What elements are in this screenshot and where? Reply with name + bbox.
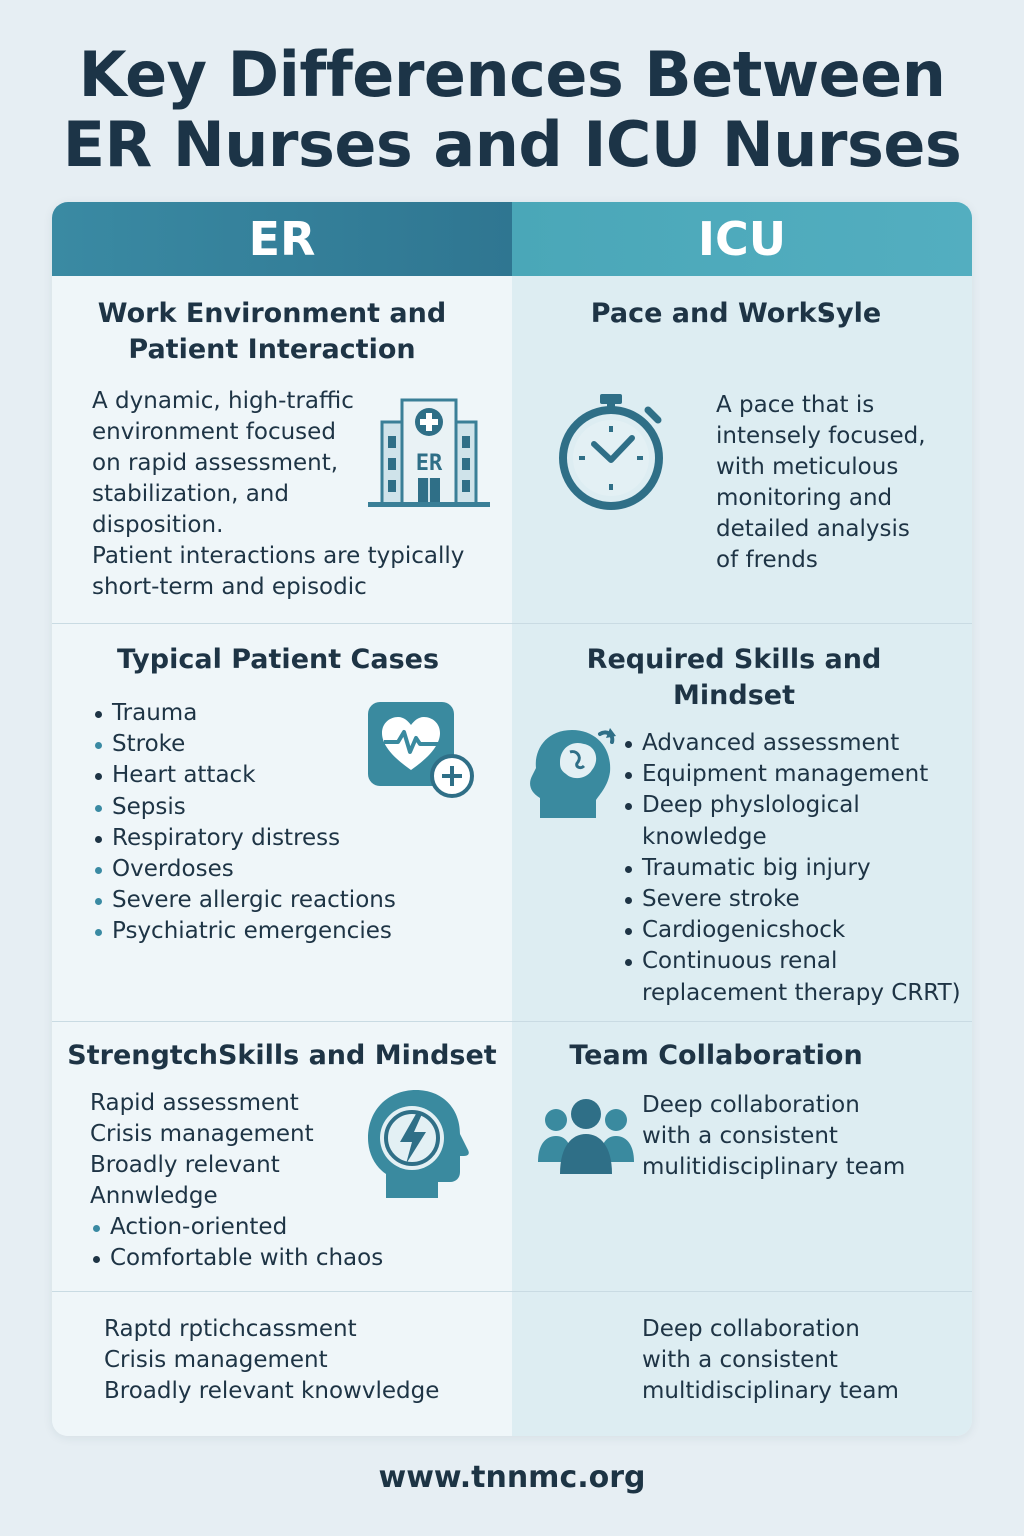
text-line: intensely focused, bbox=[716, 423, 926, 449]
text-line: Crisis management bbox=[90, 1121, 314, 1147]
text-line: A pace that is bbox=[716, 392, 875, 418]
page-title bbox=[0, 40, 1024, 180]
text-line: short-term and episodic bbox=[92, 574, 367, 600]
icu-column-header: ICU bbox=[512, 202, 972, 276]
list-item: Stroke bbox=[92, 729, 396, 760]
list-item: Comfortable with chaos bbox=[90, 1243, 383, 1274]
text-line: with meticulous bbox=[716, 454, 899, 480]
text-line: disposition. bbox=[92, 512, 224, 538]
er-work-environment-cell bbox=[52, 276, 512, 623]
heart-monitor-plus-icon bbox=[368, 702, 478, 802]
list-item: Respiratory distress bbox=[92, 823, 396, 854]
list-item: Deep physlological bbox=[622, 790, 961, 821]
title-line-2: ER Nurses and ICU Nurses bbox=[62, 108, 962, 181]
text-line: mulitidisciplinary team bbox=[642, 1154, 906, 1180]
list-item: Action-oriented bbox=[90, 1212, 383, 1243]
heading-line-2: Mindset bbox=[673, 680, 795, 711]
text-line: Rapid assessment bbox=[90, 1090, 299, 1116]
patient-cases-list bbox=[92, 698, 396, 948]
list-item: Severe stroke bbox=[622, 884, 961, 915]
cell-heading bbox=[52, 296, 502, 368]
list-item: Cardiogenicshock bbox=[622, 915, 961, 946]
list-item: Equipment management bbox=[622, 759, 961, 790]
cell-text bbox=[104, 1314, 439, 1407]
heading-line-1: Required Skills and bbox=[586, 644, 882, 675]
list-item: Sepsis bbox=[92, 792, 396, 823]
text-line: Patient interactions are typically bbox=[92, 543, 465, 569]
text-line: on rapid assessment, bbox=[92, 450, 339, 476]
cell-heading: Team Collaboration bbox=[569, 1040, 863, 1071]
cell-text bbox=[642, 1090, 905, 1183]
list-item: Trauma bbox=[92, 698, 396, 729]
text-line: of frends bbox=[716, 547, 818, 573]
cell-text bbox=[90, 1088, 314, 1212]
team-people-icon bbox=[538, 1096, 634, 1176]
list-item: Severe allergic reactions bbox=[92, 885, 396, 916]
er-column-header: ER bbox=[52, 202, 512, 276]
list-item: Continuous renal bbox=[622, 946, 961, 977]
list-item: Psychiatric emergencies bbox=[92, 916, 396, 947]
text-line: A dynamic, high-traffic bbox=[92, 388, 354, 414]
text-line: environment focused bbox=[92, 419, 336, 445]
head-brain-icon bbox=[526, 722, 622, 832]
hospital-er-building-icon bbox=[364, 392, 494, 512]
list-item: Overdoses bbox=[92, 854, 396, 885]
list-item: Heart attack bbox=[92, 760, 396, 791]
text-line: Broadly relevant knowvledge bbox=[104, 1378, 440, 1404]
cell-heading bbox=[504, 642, 964, 714]
text-line: Broadly relevant bbox=[90, 1152, 280, 1178]
cell-heading: Typical Patient Cases bbox=[116, 644, 440, 675]
list-item: Advanced assessment bbox=[622, 728, 961, 759]
strength-list bbox=[90, 1212, 383, 1274]
cell-text bbox=[642, 1314, 899, 1407]
cell-heading: StrengtchSkills and Mindset bbox=[67, 1040, 497, 1071]
text-line: multidisciplinary team bbox=[642, 1378, 899, 1404]
list-item: knowledge bbox=[642, 823, 767, 850]
text-line: stabilization, and bbox=[92, 481, 289, 507]
text-line: with a consistent bbox=[642, 1123, 838, 1149]
er-summary-cell bbox=[52, 1292, 512, 1436]
text-line: Annwledge bbox=[90, 1183, 218, 1209]
er-sign-label: ER bbox=[415, 451, 443, 476]
text-line: Crisis management bbox=[104, 1347, 328, 1373]
text-line: detailed analysis bbox=[716, 516, 910, 542]
required-skills-list bbox=[622, 728, 961, 1009]
head-lightning-icon bbox=[364, 1086, 472, 1204]
title-line-1: Key Differences Between bbox=[78, 38, 946, 111]
text-line: Deep collaboration bbox=[642, 1092, 860, 1118]
comparison-card bbox=[52, 202, 972, 1436]
website-url: www.tnnmc.org bbox=[378, 1460, 646, 1495]
icu-team-collaboration-cell bbox=[512, 1022, 972, 1291]
cell-text bbox=[716, 390, 926, 576]
heading-line-1: Work Environment and bbox=[97, 298, 447, 329]
heading-line-2: Patient Interaction bbox=[128, 334, 416, 365]
stopwatch-icon bbox=[556, 390, 668, 510]
text-line: with a consistent bbox=[642, 1347, 838, 1373]
icu-pace-cell bbox=[512, 276, 972, 623]
er-strength-skills-cell bbox=[52, 1022, 512, 1291]
cell-heading: Pace and WorkS̵yle bbox=[590, 298, 882, 329]
text-line: monitoring and bbox=[716, 485, 893, 511]
text-line: Deep collaboration bbox=[642, 1316, 860, 1342]
er-patient-cases-cell bbox=[52, 624, 512, 1021]
list-item: Traumatic big injury bbox=[622, 853, 961, 884]
text-line: Raptd rptichcassment bbox=[104, 1316, 357, 1342]
icu-summary-cell bbox=[512, 1292, 972, 1436]
icu-required-skills-cell bbox=[512, 624, 972, 1021]
list-item: replacement therapy CRRT) bbox=[642, 979, 961, 1006]
